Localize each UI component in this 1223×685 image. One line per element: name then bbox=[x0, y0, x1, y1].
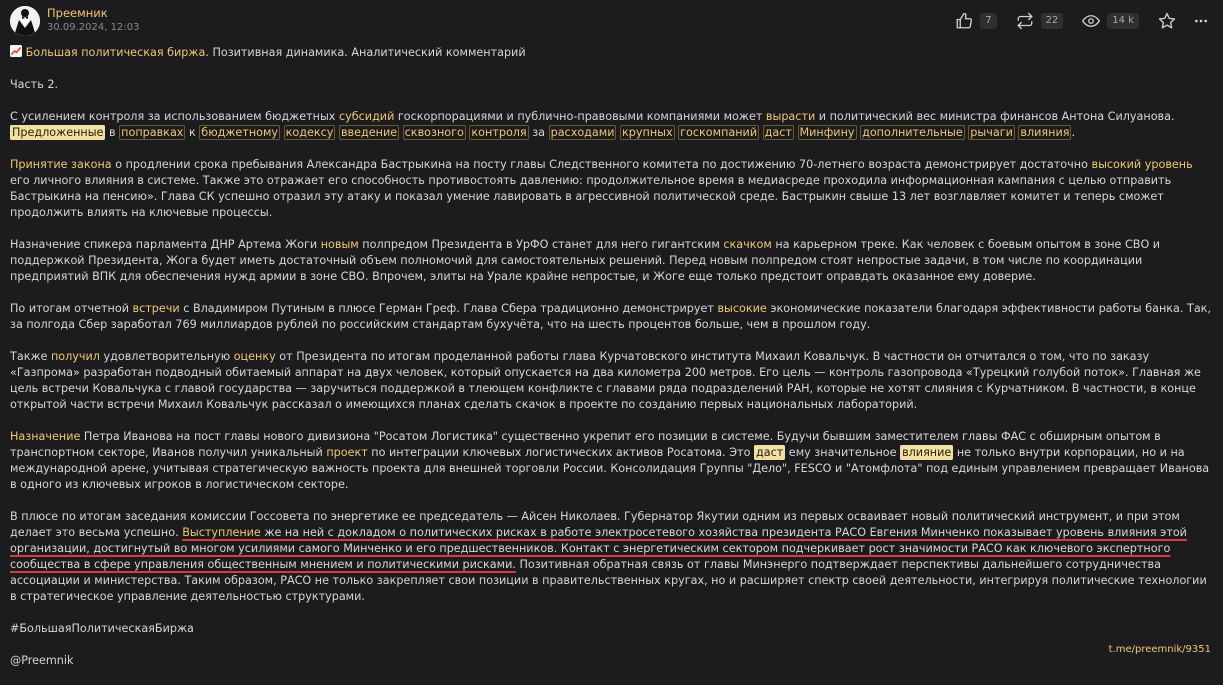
paragraph-6 bbox=[10, 429, 1213, 493]
chart-increasing-icon bbox=[10, 45, 22, 57]
boxed-word: госкомпаний bbox=[680, 126, 758, 139]
boxed-word: даст bbox=[764, 126, 792, 139]
boxed-word: дополнительные bbox=[862, 126, 963, 139]
channel-avatar[interactable] bbox=[10, 6, 40, 36]
highlight-word: проект bbox=[326, 446, 368, 459]
boxed-word: расходами bbox=[550, 126, 615, 139]
text-segment: к bbox=[185, 126, 200, 139]
star-icon[interactable] bbox=[1157, 11, 1177, 31]
highlight-word: получил bbox=[50, 350, 100, 363]
text-segment: полпредом Президента в УрФО станет для него гигантским bbox=[358, 238, 724, 251]
paragraph-5 bbox=[10, 349, 1213, 413]
text-segment: госкорпорациями и публично-правовыми компаниями может bbox=[394, 110, 766, 123]
underlined-text: же на ней с докладом о политических рисках в работе электросетевого хозяйства президента РАСО Евгения Минченко показывает уровень влияния этой организации, достигнутый во многом усилиями самого Минченко и его предшественников. Контакт с энергетическим сектором подчеркивает рост значимости РАСО как ключевого экспертного сообщества в сфере управления общественным мнением и политическими рисками. bbox=[10, 526, 1187, 571]
boxed-word: поправках bbox=[121, 126, 184, 139]
text-segment: . bbox=[1071, 126, 1076, 139]
text-segment: С усилением контроля за использованием бюджетных bbox=[10, 110, 339, 123]
post-date: 30.09.2024, 12:03 bbox=[47, 22, 140, 33]
text-segment: о продлении срока пребывания Александра Бастрыкина на посту главы Следственного комитета по достижению 70-летнего возраста демонстрирует достаточно bbox=[111, 158, 1092, 171]
highlight-word: высокие bbox=[717, 302, 767, 315]
channel-name[interactable]: Преемник bbox=[47, 6, 108, 20]
text-segment: на карьерном треке. Как человек с боевым опытом в зоне СВО и поддержкой Президента, Жога будет иметь достаточный объем полномочий для самостоятельных решений. Перед новым полпредом стоят непростые задачи, в том числе по координации предприятий ВПК для обеспечения нужд армии в зоне СВО. Впрочем, элиты на Урале крайне непростые, и Жоге еще только предстоит оправдать оказанное ему доверие. bbox=[10, 238, 1161, 283]
boxed-word: введение bbox=[340, 126, 398, 139]
text-segment: в bbox=[105, 126, 120, 139]
eye-icon bbox=[1081, 11, 1101, 31]
boxed-word: кодексу bbox=[285, 126, 334, 139]
boxed-word: рычаги bbox=[970, 126, 1013, 139]
selected-word: влияние bbox=[902, 446, 952, 459]
text-segment: не только внутри корпорации, но и на международной арене, учитывая стратегическую важность проекта для внешней торговли России. Консолидация Группы "Дело", FESCO и "Атомфлота" под единым управлением превращает Иванова в одного из ключевых игроков в логистическом секторе. bbox=[10, 446, 1210, 491]
highlight-word: субсидий bbox=[338, 110, 395, 123]
source-link[interactable]: t.me/preemnik/9351 bbox=[1108, 644, 1211, 655]
selected-word: даст bbox=[755, 446, 784, 459]
repost-icon[interactable] bbox=[1015, 11, 1035, 31]
highlight-word: Назначение bbox=[10, 430, 81, 443]
more-options-icon[interactable] bbox=[1191, 11, 1211, 31]
highlight-word: скачком bbox=[723, 238, 772, 251]
paragraph-2 bbox=[10, 157, 1213, 221]
paragraph-4 bbox=[10, 301, 1213, 333]
text-segment: В плюсе по итогам заседания комиссии Госсовета по энергетике ее председатель — Айсен Николаев. Губернатор Якутии одним из первых осваивает новый политический инструмент, и при этом делает это весьма успешно. bbox=[10, 510, 1180, 539]
highlight-word: Принятие закона bbox=[10, 158, 112, 171]
text-segment: его личного влияния в системе. Также это отражает его способность противостоять давлению: продолжительное время в медиасреде проходила информационная кампания с целью отправить Бастрыкина на пенсию». Глава СК успешно отразил эту атаку и показал умение лавировать в агрессивной политической среде. Бастрыкин свыше 13 лет возглавляет комитет и теперь сможет продолжить влиять на ключевые процессы. bbox=[10, 174, 1172, 219]
text-segment: ему значительное bbox=[785, 446, 901, 459]
text-segment: Также bbox=[10, 350, 51, 363]
text-segment: По итогам отчетной bbox=[10, 302, 133, 315]
highlight-word: высокий уровень bbox=[1091, 158, 1193, 171]
text-segment: Петра Иванова на пост главы нового дивизиона "Росатом Логистика" существенно укрепит его позиции в системе. Будучи бывшим заместителем главы ФАС с обширным опытом в транспортном секторе, Иванов получил уникальный bbox=[10, 430, 1161, 459]
post-content bbox=[10, 45, 1213, 685]
hashtag[interactable]: #БольшаяПолитическаяБиржа bbox=[10, 622, 194, 635]
text-segment: и политический вес министра финансов Антона Силуанова. bbox=[815, 110, 1175, 123]
text-segment: по интеграции ключевых логистических активов Росатома. Это bbox=[367, 446, 754, 459]
post-actions bbox=[954, 10, 1211, 32]
title-text: . Позитивная динамика. Аналитический комментарий bbox=[205, 46, 526, 59]
part-label: Часть 2. bbox=[10, 78, 59, 91]
text-segment: удовлетворительную bbox=[99, 350, 234, 363]
highlight-word: вырасти bbox=[765, 110, 816, 123]
likes-count: 7 bbox=[980, 13, 996, 29]
highlight-word: новым bbox=[320, 238, 359, 251]
paragraph-3 bbox=[10, 237, 1213, 285]
text-segment: за bbox=[528, 126, 549, 139]
paragraph-7 bbox=[10, 509, 1213, 605]
text-segment: с Владимиром Путиным в плюсе Герман Греф. Глава Сбера традиционно демонстрирует bbox=[179, 302, 718, 315]
selected-word: Предложенные bbox=[12, 126, 104, 139]
signature[interactable]: @Preemnik bbox=[10, 654, 74, 667]
text-segment: Назначение спикера парламента ДНР Артема Жоги bbox=[10, 238, 321, 251]
text-segment: от Президента по итогам проделанной работы глава Курчатовского института Михаил Ковальчук. В частности он отчитался о том, что по заказу «Газпрома» разработан подводный обитаемый аппарат на двух человек, который опускается на два километра 200 метров. Его цель — контроль газопровода «Турецкий голубой поток». Главная же цель встречи Ковальчука с главой государства — заручиться поддержкой в тлеющем конфликте с главами ряда подразделений РАН, которые не хотят слияния с Курчатником. В частности, в конце открытой части встречи Михаил Ковальчук рассказал о имеющихся планах сделать скачок в проекте по созданию первых национальных лабораторий. bbox=[10, 350, 1201, 411]
text-segment: экономические показатели благодаря эффективности работы банка. Так, за полгода Сбер заработал 769 миллиардов рублей по российским стандартам бухучёта, что на шесть процентов больше, чем в прошлом году. bbox=[10, 302, 1211, 331]
tuxedo-logo-icon bbox=[10, 6, 40, 36]
reposts-count: 22 bbox=[1041, 13, 1064, 29]
highlight-word: Выступление bbox=[182, 526, 261, 539]
boxed-word: Минфину bbox=[799, 126, 855, 139]
boxed-word: бюджетному bbox=[201, 126, 279, 139]
boxed-word: контроля bbox=[471, 126, 527, 139]
like-icon[interactable] bbox=[954, 11, 974, 31]
boxed-word: сквозного bbox=[404, 126, 464, 139]
views-count: 14 k bbox=[1107, 13, 1139, 29]
title-link[interactable]: Большая политическая биржа bbox=[25, 46, 206, 59]
highlight-word: оценку bbox=[233, 350, 276, 363]
post-title bbox=[10, 45, 1213, 61]
paragraph-1 bbox=[10, 109, 1213, 141]
post-header bbox=[0, 0, 1223, 44]
highlight-word: встречи bbox=[132, 302, 180, 315]
text-segment: Позитивная обратная связь от главы Минэнерго подтверждает перспективы дальнейшего сотрудничества ассоциации и министерства. Таким образом, РАСО не только закрепляет свои позиции в правительственных кругах, но и расширяет спектр своей деятельности, интегрируя политические технологии в стратегическое управление деятельностью структурами. bbox=[10, 558, 1207, 603]
boxed-word: влияния bbox=[1020, 126, 1070, 139]
boxed-word: крупных bbox=[622, 126, 673, 139]
